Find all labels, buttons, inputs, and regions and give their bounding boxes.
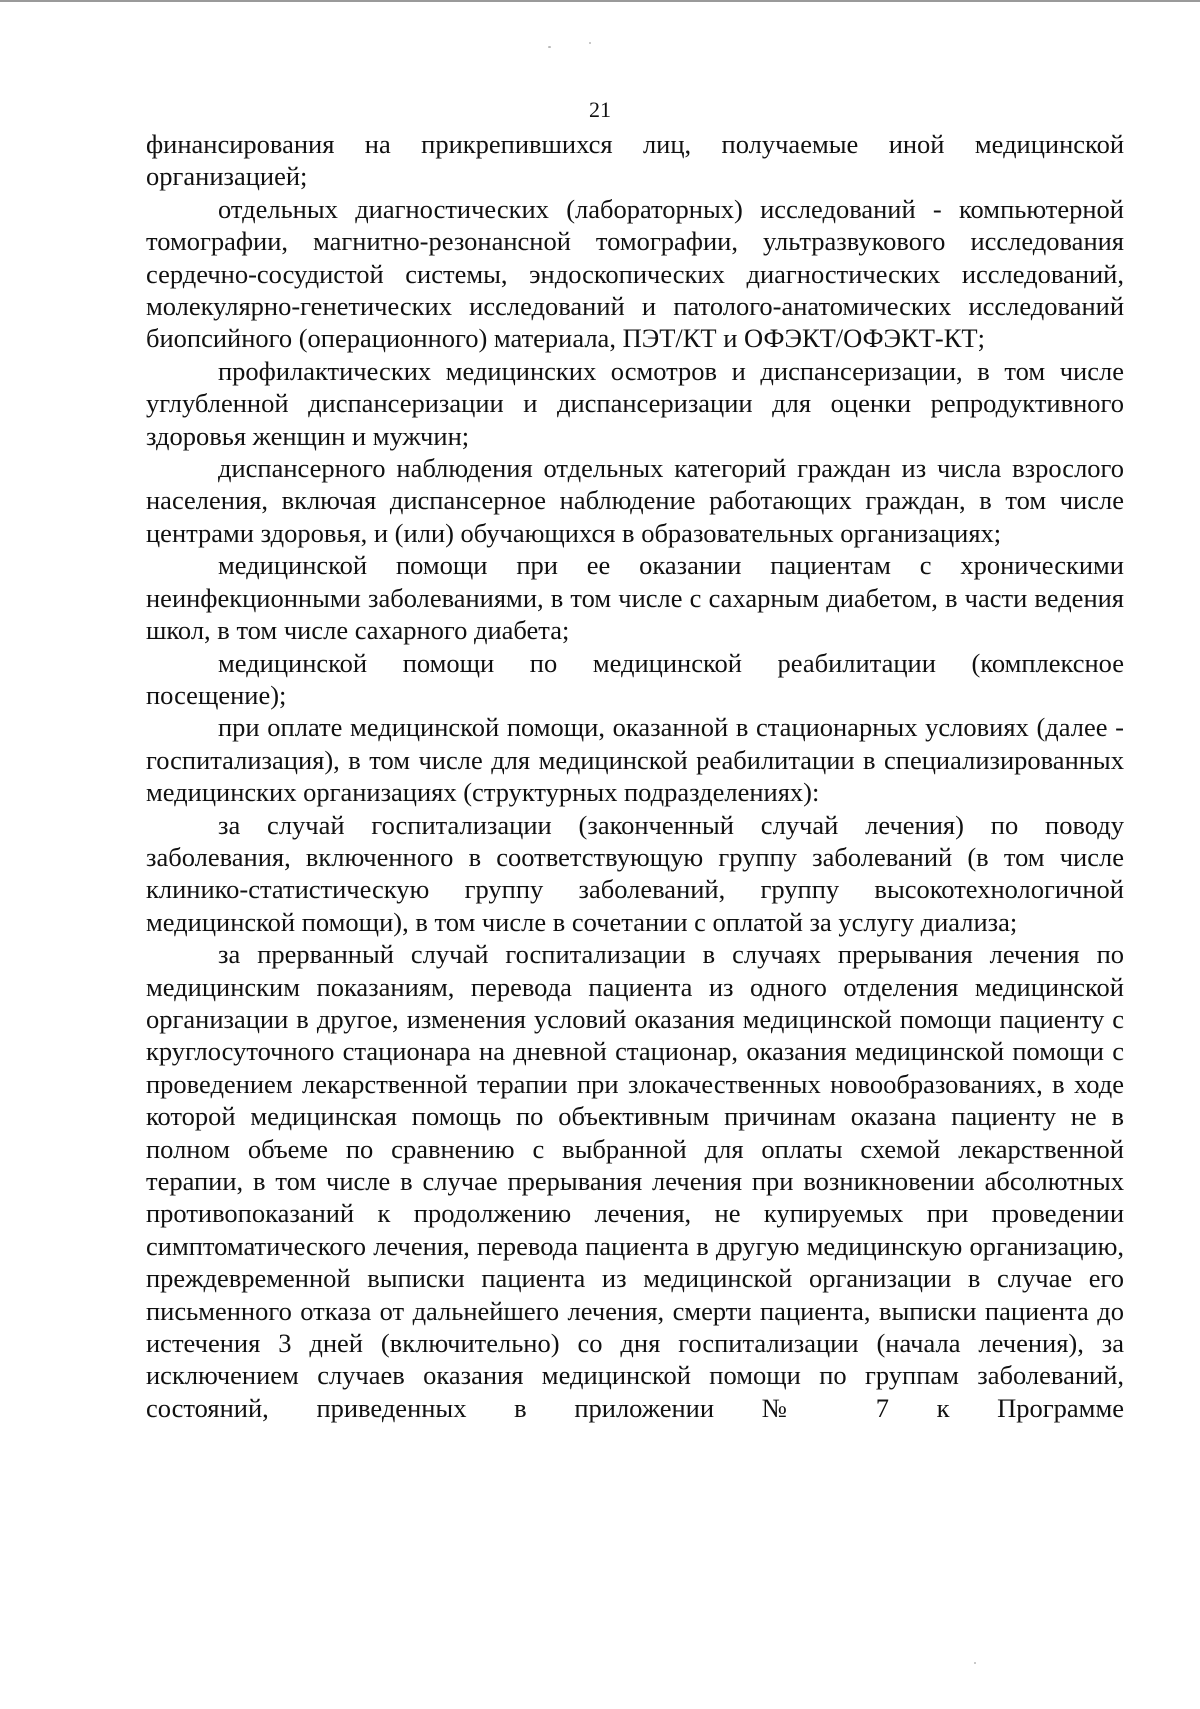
document-body — [146, 128, 1124, 1424]
paragraph: при оплате медицинской помощи, оказанной в стационарных условиях (далее - госпитализация), в том числе для медицинской реабилитации в специализированных медицинских организациях (структурных подразделениях): — [146, 712, 1124, 808]
page-number: 21 — [589, 97, 611, 122]
paragraph: отдельных диагностических (лабораторных) исследований - компьютерной томографии, магнитно-резонансной томографии, ультразвукового исследования сердечно-сосудистой системы, эндоскопических диагностических исследований, молекулярно-генетических исследований и патолого-анатомических исследований биопсийного (операционного) материала, ПЭТ/КТ и ОФЭКТ/ОФЭКТ-КТ; — [146, 193, 1124, 354]
paragraph: медицинской помощи по медицинской реабилитации (комплексное посещение); — [146, 647, 1124, 710]
paragraph: медицинской помощи при ее оказании пациентам с хроническими неинфекционными заболеваниями, в том числе с сахарным диабетом, в части ведения школ, в том числе сахарного диабета; — [146, 550, 1124, 646]
scan-speck — [589, 42, 591, 44]
scan-speck — [548, 46, 551, 48]
paragraph: финансирования на прикрепившихся лиц, получаемые иной медицинской организацией; — [146, 129, 1124, 192]
paragraph: за прерванный случай госпитализации в случаях прерывания лечения по медицинским показаниям, перевода пациента из одного отделения медицинской организации в другое, изменения условий оказания медицинской помощи пациенту с круглосуточного стационара на дневной стационар, оказания медицинской помощи с проведением лекарственной терапии при злокачественных новообразованиях, в ходе которой медицинская помощь по объективным причинам оказана пациенту не в полном объеме по сравнению с выбранной для оплаты схемой лекарственной терапии, в том числе в случае прерывания лечения при возникновении абсолютных противопоказаний к продолжению лечения, не купируемых при проведении симптоматического лечения, перевода пациента в другую медицинскую организацию, преждевременной выписки пациента из медицинской организации в случае его письменного отказа от дальнейшего лечения, смерти пациента, выписки пациента до истечения 3 дней (включительно) со дня госпитализации (начала лечения), за исключением случаев оказания медицинской помощи по группам заболеваний, состояний, приведенных в приложении № 7 к Программе — [146, 939, 1124, 1423]
scan-speck — [974, 1662, 976, 1664]
paragraph: за случай госпитализации (законченный случай лечения) по поводу заболевания, включенного в соответствующую группу заболеваний (в том числе клинико-статистическую группу заболеваний, группу высокотехнологичной медицинской помощи), в том числе в сочетании с оплатой за услугу диализа; — [146, 809, 1124, 937]
paragraph: диспансерного наблюдения отдельных категорий граждан из числа взрослого населения, включая диспансерное наблюдение работающих граждан, в том числе центрами здоровья, и (или) обучающихся в образовательных организациях; — [146, 453, 1124, 548]
scan-top-edge — [0, 0, 1200, 2]
paragraph: профилактических медицинских осмотров и диспансеризации, в том числе углубленной диспансеризации и диспансеризации для оценки репродуктивного здоровья женщин и мужчин; — [146, 355, 1124, 451]
